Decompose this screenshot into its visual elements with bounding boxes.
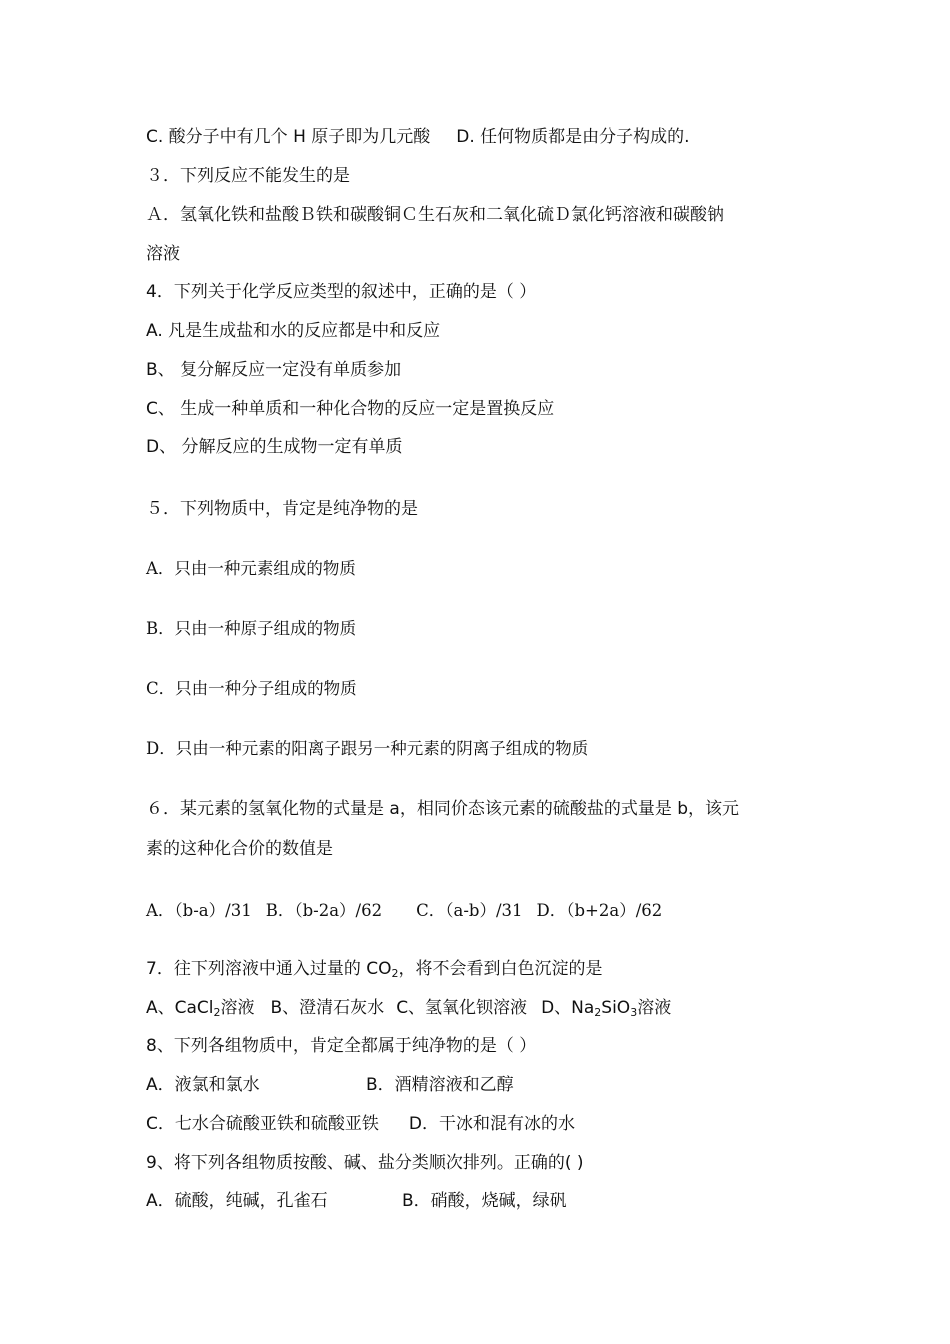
q7-option-d	[541, 998, 671, 1018]
q7-options	[146, 997, 671, 1019]
q7-stem-subscript: 2	[391, 967, 399, 980]
q7-option-a-text: A、CaCl	[146, 998, 214, 1018]
q4-option-b: B、 复分解反应一定没有单质参加	[146, 360, 402, 380]
q8-option-a: A．液氯和氯水	[146, 1075, 260, 1095]
q9-option-a: A．硫酸，纯碱，孔雀石	[146, 1191, 328, 1211]
q7-option-a-subscript: 2	[213, 1006, 221, 1019]
q8-option-c: C．七水合硫酸亚铁和硫酸亚铁	[146, 1114, 379, 1134]
q8-stem: 8、下列各组物质中，肯定全都属于纯净物的是（ ）	[146, 1036, 537, 1056]
q7-option-c: C、氢氧化钡溶液	[396, 998, 528, 1018]
q7-stem-text-end: ，将不会看到白色沉淀的是	[398, 959, 603, 979]
q7-option-d-subscript-1: 2	[594, 1006, 602, 1019]
q9-option-b: B．硝酸，烧碱，绿矾	[402, 1191, 567, 1211]
q8-option-b: B．酒精溶液和乙醇	[366, 1075, 514, 1095]
q7-option-d-subscript-2: 3	[630, 1006, 638, 1019]
q6-stem-cont: 素的这种化合价的数值是	[146, 839, 333, 859]
q6-options	[146, 900, 662, 922]
q6-option-b: B．（b-2a）/62	[265, 901, 383, 920]
q6-option-a: A．（b-a）/31	[146, 901, 252, 920]
q7-stem	[146, 958, 602, 980]
q3-options-cont: 溶液	[146, 244, 180, 264]
q9-options-ab	[146, 1190, 567, 1212]
q6-stem: ６．某元素的氢氧化物的式量是 a，相同价态该元素的硫酸盐的式量是 b，该元	[146, 799, 740, 819]
q4-option-c: C、 生成一种单质和一种化合物的反应一定是置换反应	[146, 399, 555, 419]
q3-stem: ３．下列反应不能发生的是	[146, 166, 350, 186]
q6-option-d: D．（b+2a）/62	[536, 901, 663, 920]
q2-options-cd	[146, 126, 690, 148]
q5-option-c: C．只由一种分子组成的物质	[146, 679, 357, 698]
q4-stem: 4．下列关于化学反应类型的叙述中，正确的是（ ）	[146, 282, 537, 302]
q3-options: Ａ．氢氧化铁和盐酸Ｂ铁和碳酸铜Ｃ生石灰和二氧化硫Ｄ氯化钙溶液和碳酸钠	[146, 205, 724, 225]
q2-option-c: C. 酸分子中有几个 H 原子即为几元酸	[146, 127, 431, 147]
q9-stem: 9、将下列各组物质按酸、碱、盐分类顺次排列。正确的( )	[146, 1153, 584, 1173]
q5-stem: ５．下列物质中，肯定是纯净物的是	[146, 499, 418, 519]
q2-option-d: D. 任何物质都是由分子构成的.	[456, 127, 690, 147]
q7-option-d-text: D、Na	[541, 998, 595, 1018]
q4-option-d: D、 分解反应的生成物一定有单质	[146, 437, 403, 457]
q7-option-b: B、澄清石灰水	[270, 998, 385, 1018]
q8-options-ab	[146, 1074, 514, 1096]
q8-options-cd	[146, 1113, 575, 1135]
q7-option-d-text-mid: SiO	[601, 998, 631, 1018]
q7-stem-text: 7．往下列溶液中通入过量的 CO	[146, 959, 392, 979]
q5-option-b: B．只由一种原子组成的物质	[146, 619, 357, 638]
q4-option-a: A. 凡是生成盐和水的反应都是中和反应	[146, 321, 441, 341]
q6-option-c: C．（a-b）/31	[416, 901, 523, 920]
q8-option-d: D．干冰和混有冰的水	[408, 1114, 575, 1134]
q5-option-a: A．只由一种元素组成的物质	[146, 559, 356, 578]
q7-option-a-text-end: 溶液	[220, 998, 255, 1018]
q7-option-d-text-end: 溶液	[637, 998, 672, 1018]
q5-option-d: D．只由一种元素的阳离子跟另一种元素的阴离子组成的物质	[146, 739, 589, 758]
q7-option-a	[146, 998, 255, 1018]
